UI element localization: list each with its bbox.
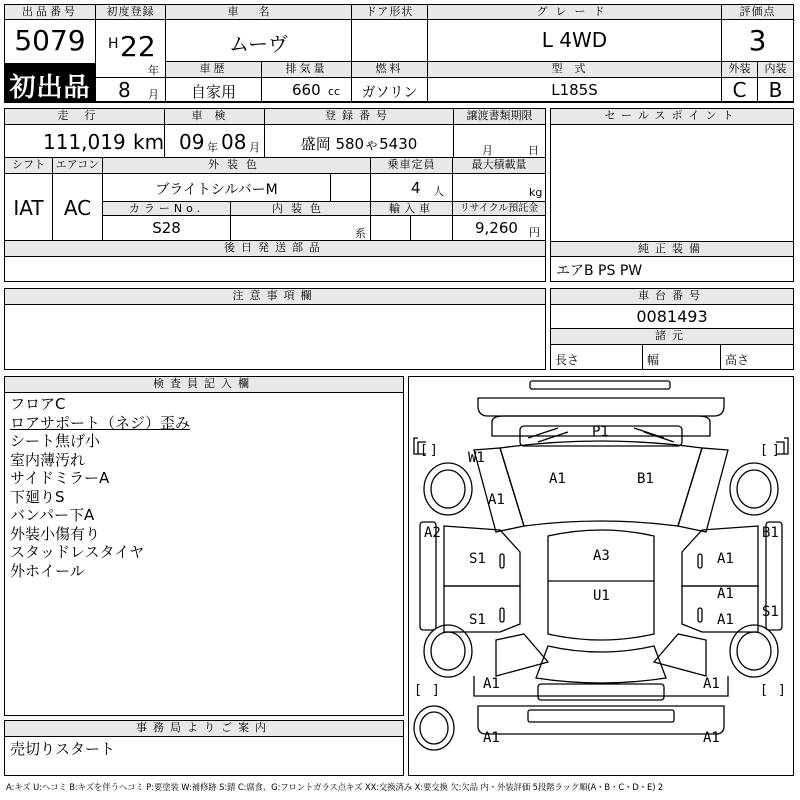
mileage-label: 走行 xyxy=(5,109,165,125)
import-left xyxy=(371,216,411,241)
fuel: ガソリン xyxy=(352,78,428,102)
shift: IAT xyxy=(5,174,53,241)
max-load: kg xyxy=(453,174,545,202)
shift-label: シフト xyxy=(5,158,53,174)
inspector-notes xyxy=(10,395,190,580)
ac-label: エアコン xyxy=(53,158,103,174)
mark-a1-front-right: A1 xyxy=(717,551,734,567)
svg-text:]: ] xyxy=(772,443,780,458)
mark-b1-right: B1 xyxy=(762,525,779,541)
note-line: 室内薄汚れ xyxy=(10,450,86,469)
mark-w1: W1 xyxy=(468,450,485,466)
import-label: 輸入車 xyxy=(371,202,453,216)
interior-color: 系 xyxy=(231,216,371,241)
mark-b1-hood: B1 xyxy=(637,471,654,487)
recycle-fee: 9,260 円 xyxy=(453,216,545,241)
spec-length: 長さ xyxy=(551,345,643,369)
ac: AC xyxy=(53,174,103,241)
exterior-label: 外装 xyxy=(722,62,758,78)
mark-a1-bumper-left: A1 xyxy=(483,730,500,746)
history-label: 車歴 xyxy=(166,62,262,78)
chassis-label: 車台番号 xyxy=(551,289,793,305)
mark-p1: P1 xyxy=(592,424,609,440)
lot-no-label: 出品番号 xyxy=(5,5,96,20)
model-label: 型式 xyxy=(428,62,722,78)
capacity-label: 乗車定員 xyxy=(371,158,453,174)
svg-text:]: ] xyxy=(432,683,440,698)
mark-u1: U1 xyxy=(593,588,610,604)
mark-a1-rear-left-fender: A1 xyxy=(483,676,500,692)
note-line: サイドミラーA xyxy=(10,469,110,487)
note-line: フロアC xyxy=(10,395,66,413)
note-line: 下廻りS xyxy=(10,487,65,506)
first-listing-badge: 初出品 xyxy=(5,64,96,102)
svg-text:[: [ xyxy=(760,443,768,458)
model: L185S xyxy=(428,78,722,102)
svg-text:[: [ xyxy=(420,443,428,458)
svg-text:[: [ xyxy=(414,683,422,698)
caution-label: 注意事項欄 xyxy=(5,289,545,305)
mileage: 111,019 km xyxy=(5,125,165,158)
mark-s1-right: S1 xyxy=(762,604,779,620)
color-label: 外装色 xyxy=(103,158,371,174)
score: 3 xyxy=(722,20,793,62)
equipment-label: 純正装備 xyxy=(551,241,793,257)
note-line: バンパー下A xyxy=(10,506,95,524)
grade: L 4WD xyxy=(428,20,722,62)
color: ブライトシルバーM xyxy=(103,174,331,202)
exterior-grade: C xyxy=(722,78,758,102)
inspection: 09 年 08 月 xyxy=(165,125,265,158)
svg-text:]: ] xyxy=(430,443,438,458)
car-name: ムーヴ xyxy=(166,20,352,62)
svg-text:]: ] xyxy=(778,683,786,698)
mark-a1-hood: A1 xyxy=(549,471,566,487)
interior-label: 内装 xyxy=(758,62,793,78)
recycle-label: リサイクル預託金 xyxy=(453,202,545,216)
note-line: 外ホイール xyxy=(10,561,85,580)
note-line: 外装小傷有り xyxy=(10,524,101,543)
later-parts-label: 後日発送部品 xyxy=(5,241,545,257)
mark-a3: A3 xyxy=(593,548,610,564)
spec-height: 高さ xyxy=(725,353,750,367)
history: 自家用 xyxy=(166,78,262,102)
note-line: スタッドレスタイヤ xyxy=(10,543,145,561)
legend: A:キズ U:ヘコミ B:キズを伴うヘコミ P:要塗装 W:補修跡 S:錆 C:腐食、G:フロントガラス点キズ XX:交換済み X:要交換 欠:欠品 内・外装評価 5段階ラック順(A・B・C・D・E) 2 xyxy=(6,782,664,792)
import-right xyxy=(411,216,453,241)
equipment: エアB PS PW xyxy=(556,263,643,279)
office-message: 売切りスタート xyxy=(10,740,116,758)
interior-color-label: 内装色 xyxy=(231,202,371,216)
first-reg-month: 8 月 xyxy=(96,78,166,102)
displacement-label: 排気量 xyxy=(262,62,352,78)
mark-a1-rear-right: A1 xyxy=(717,612,734,628)
first-reg-year: H 22 年 xyxy=(96,20,166,78)
color-no: S28 xyxy=(103,216,231,241)
note-line: ロアサポート（ネジ）歪み xyxy=(10,413,191,432)
first-reg-label: 初度登録 xyxy=(96,5,166,20)
capacity: 4 人 xyxy=(371,174,453,202)
color-swatch xyxy=(331,174,371,202)
note-line: シート焦げ小 xyxy=(10,432,101,450)
reg-no: 盛岡 580ゃ5430 xyxy=(265,125,454,158)
max-load-label: 最大積載量 xyxy=(453,158,545,174)
car-name-label: 車名 xyxy=(166,5,352,20)
sales-point-label: セールスポイント xyxy=(551,109,793,125)
fuel-label: 燃料 xyxy=(352,62,428,78)
displacement: 660 cc xyxy=(262,78,352,102)
mark-s1-rear-left: S1 xyxy=(469,612,486,628)
inspector-title: 検査員記入欄 xyxy=(5,377,403,393)
mark-a2: A2 xyxy=(424,525,441,541)
mark-a1-bumper-right: A1 xyxy=(703,730,720,746)
spec-width: 幅 xyxy=(643,345,721,369)
score-label: 評価点 xyxy=(722,5,793,20)
inspection-label: 車検 xyxy=(165,109,265,125)
reg-no-label: 登録番号 xyxy=(265,109,454,125)
door-value xyxy=(352,20,428,62)
mark-a1-rear-right-upper: A1 xyxy=(717,586,734,602)
mark-s1-front-left: S1 xyxy=(469,551,486,567)
interior-grade: B xyxy=(758,78,793,102)
transfer-label: 譲渡書類期限 xyxy=(454,109,545,125)
grade-label: グレード xyxy=(428,5,722,20)
color-no-label: カラーNo. xyxy=(103,202,231,216)
later-parts xyxy=(5,257,545,281)
office-title: 事務局よりご案内 xyxy=(5,721,403,737)
lot-no: 5079 xyxy=(5,20,96,64)
specs-label: 諸元 xyxy=(551,329,793,345)
chassis-no: 0081493 xyxy=(551,305,793,329)
mark-a1-fender: A1 xyxy=(488,492,505,508)
svg-text:[: [ xyxy=(760,683,768,698)
mark-a1-rear-right-fender: A1 xyxy=(703,676,720,692)
transfer-deadline: 月 日 xyxy=(454,125,545,158)
door-label: ドア形状 xyxy=(352,5,428,20)
